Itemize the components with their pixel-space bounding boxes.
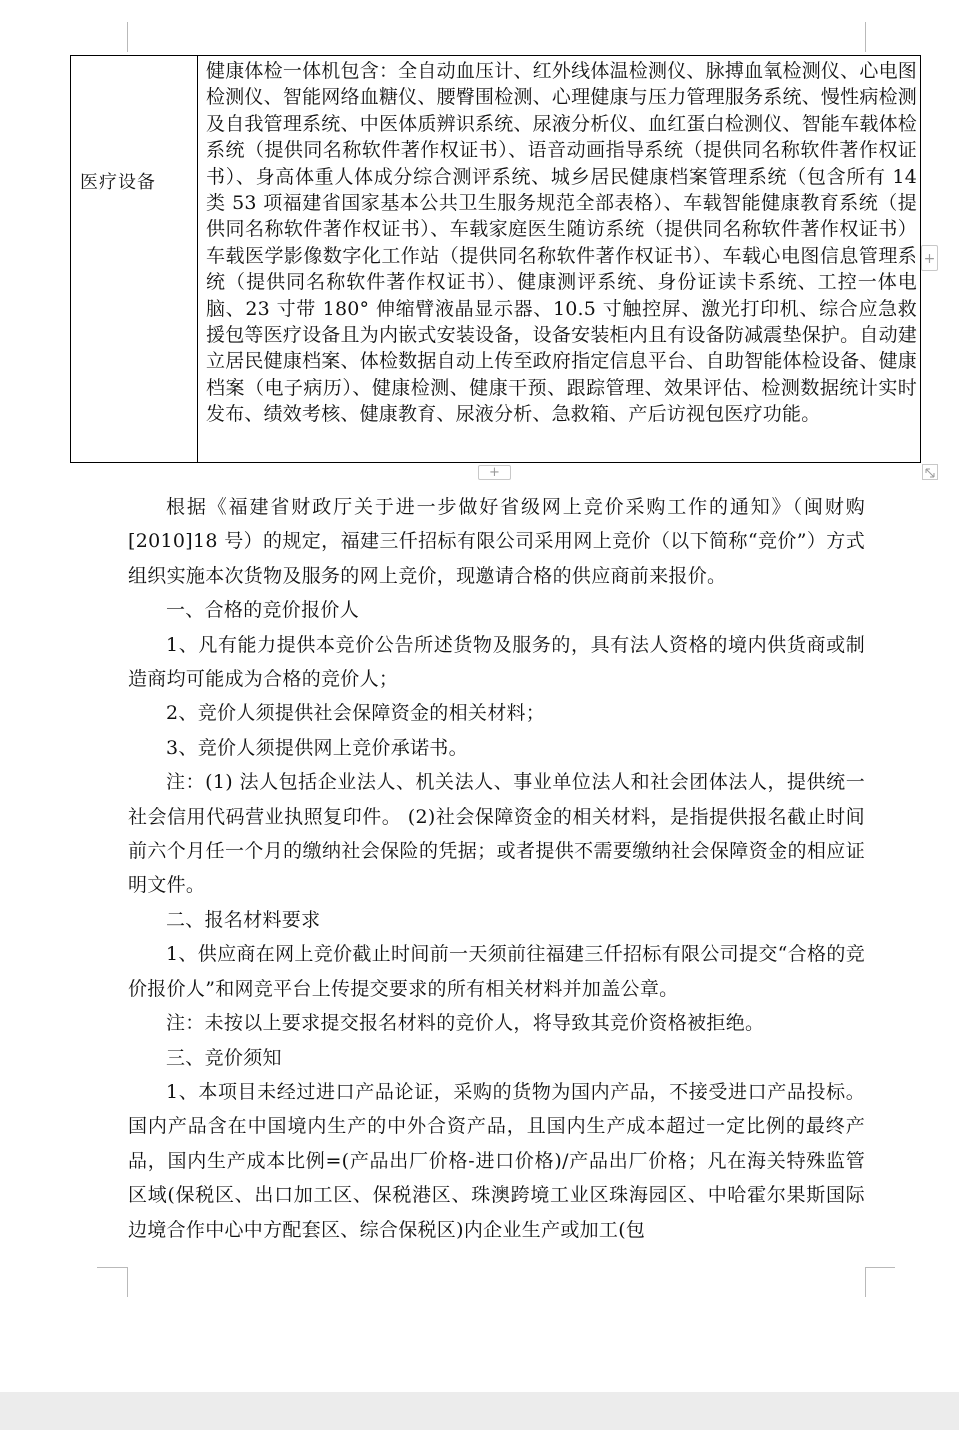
equipment-table <box>70 55 921 463</box>
add-row-button[interactable]: + <box>478 465 511 480</box>
section-heading-1: 一、合格的竞价报价人 <box>166 599 360 622</box>
crop-mark-bottom-right-h <box>865 1267 895 1268</box>
note-paragraph: 注：未按以上要求提交报名材料的竞价人，将导致其竞价资格被拒绝。 <box>166 1012 765 1035</box>
crop-mark-top-right <box>865 22 866 52</box>
crop-mark-bottom-left-h <box>97 1267 127 1268</box>
resize-icon <box>923 466 937 480</box>
paragraph-item: 1、本项目未经过进口产品论证，采购的货物为国内产品，不接受进口产品投标。国内产品含在中国境内生产的中外合资产品，且国内生产成本超过一定比例的最终产品，国内生产成本比例=(产品出厂价格-进口价格)/产品出厂价格；凡在海关特殊监管区域(保税区、出口加工区、保税港区、珠澳跨境工业区珠海园区、中哈霍尔果斯国际边境合作中心中方配套区、综合保税区)内企业生产或加工(包 <box>128 1080 865 1241</box>
table-label-cell[interactable] <box>71 56 198 463</box>
table-resize-handle[interactable] <box>922 464 938 480</box>
crop-mark-top-left <box>127 22 128 52</box>
paragraph-item: 1、供应商在网上竞价截止时间前一天须前往福建三仟招标有限公司提交“合格的竞价报价人”和网竞平台上传提交要求的所有相关材料并加盖公章。 <box>128 943 865 1000</box>
table-row <box>71 56 921 463</box>
table-content-cell[interactable] <box>198 56 921 463</box>
add-column-button[interactable]: + <box>921 245 938 271</box>
section-heading-3: 三、竞价须知 <box>166 1046 282 1069</box>
paragraph-item: 1、凡有能力提供本竞价公告所述货物及服务的，具有法人资格的境内供货商或制造商均可能成为合格的竞价人； <box>128 633 865 691</box>
paragraph-item: 2、竞价人须提供社会保障资金的相关材料； <box>166 702 546 725</box>
section-heading-2: 二、报名材料要求 <box>166 908 321 931</box>
page-gap <box>0 1392 959 1430</box>
intro-paragraph: 根据《福建省财政厅关于进一步做好省级网上竞价采购工作的通知》（闽财购[2010]18 号）的规定，福建三仟招标有限公司采用网上竞价（以下简称“竞价”）方式组织实施本次货物及服务的网上竞价，现邀请合格的供应商前来报价。 <box>128 496 865 587</box>
note-paragraph: 注：(1) 法人包括企业法人、机关法人、事业单位法人和社会团体法人，提供统一社会信用代码营业执照复印件。 (2)社会保障资金的相关材料，是指提供报名截止时间前六个月任一个月的缴纳社会保险的凭据；或者提供不需要缴纳社会保障资金的相应证明文件。 <box>128 771 865 897</box>
crop-mark-bottom-left-v <box>127 1267 128 1297</box>
table-content: 健康体检一体机包含：全自动血压计、红外线体温检测仪、脉搏血氧检测仪、心电图检测仪、智能网络血糖仪、腰臀围检测、心理健康与压力管理服务系统、慢性病检测及自我管理系统、中医体质辨识系统、尿液分析仪、血红蛋白检测仪、智能车载体检系统（提供同名称软件著作权证书）、语音动画指导系统（提供同名称软件著作权证书）、身高体重人体成分综合测评系统、城乡居民健康档案管理系统（包含所有 14 类 53 项福建省国家基本公共卫生服务规范全部表格）、车载智能健康教育系统（提供同名称软件著作权证书）、车载家庭医生随访系统（提供同名称软件著作权证书）车载医学影像数字化工作站（提供同名称软件著作权证书）、车载心电图信息管理系统（提供同名称软件著作权证书）、健康测评系统、身份证读卡系统、工控一体电脑、23 寸带 180° 伸缩臂液晶显示器、10.5 寸触控屏、激光打印机、综合应急救援包等医疗设备且为内嵌式安装设备，设备安装柜内且有设备防减震垫保护。自动建立居民健康档案、体检数据自动上传至政府指定信息平台、自助智能体检设备、健康档案（电子病历）、健康检测、健康干预、跟踪管理、效果评估、检测数据统计实时发布、绩效考核、健康教育、尿液分析、急救箱、产后访视包医疗功能。 <box>206 60 917 426</box>
document-body <box>128 490 865 1247</box>
paragraph-item: 3、竞价人须提供网上竞价承诺书。 <box>166 736 468 759</box>
crop-mark-bottom-right-v <box>865 1267 866 1297</box>
table-label: 医疗设备 <box>80 172 156 193</box>
